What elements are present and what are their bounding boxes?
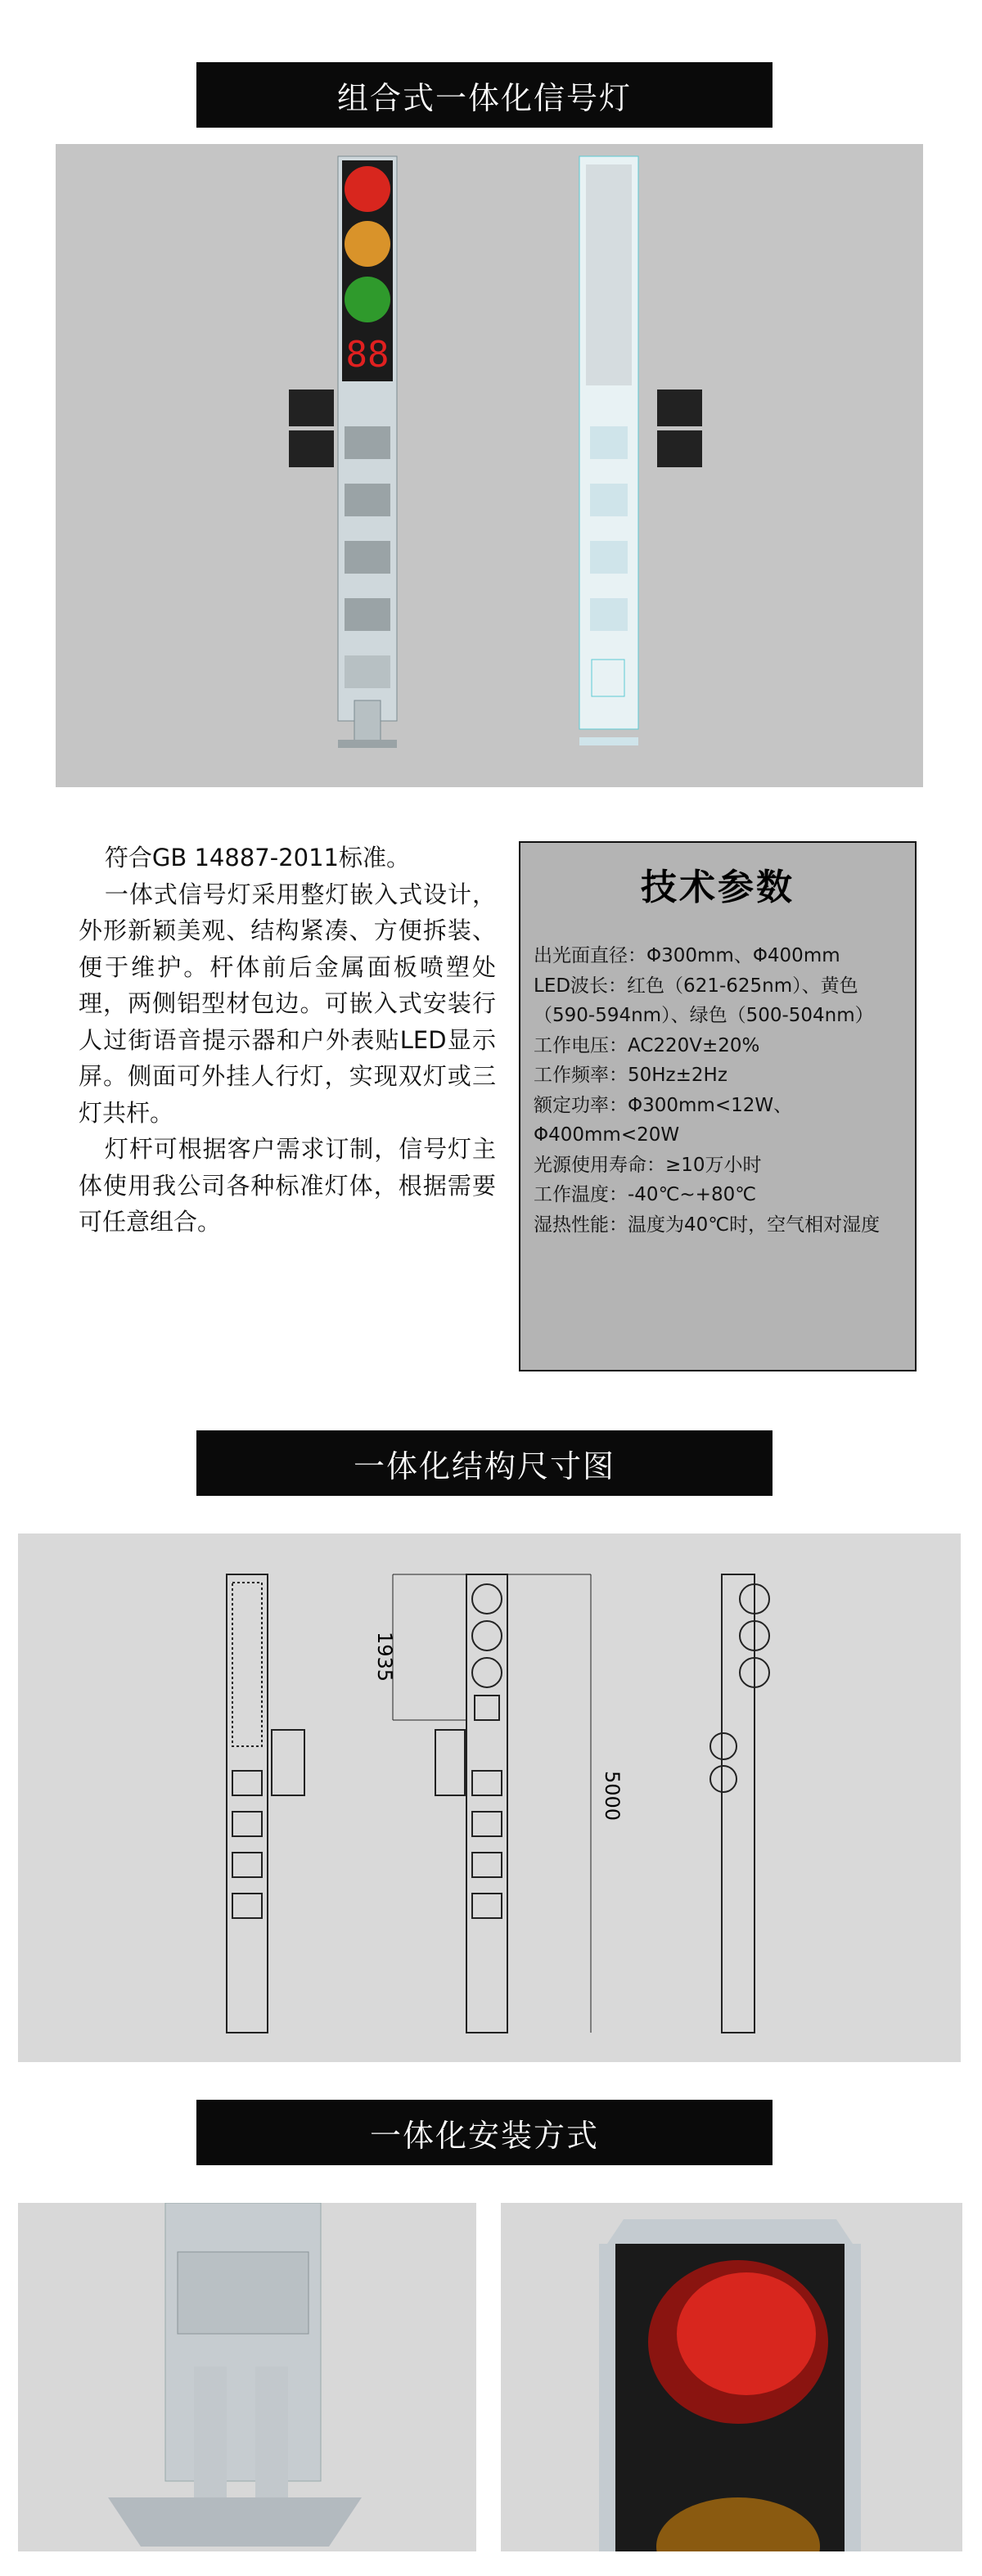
pole-base-illustration	[18, 2203, 476, 2551]
countdown-display: 88	[345, 334, 390, 376]
spec-row: 额定功率：Φ300mm<12W、Φ400mm<20W	[534, 1094, 793, 1146]
spec-row: 湿热性能：温度为40℃时，空气相对湿度	[534, 1214, 881, 1236]
description-paragraph: 灯杆可根据客户需求订制，信号灯主体使用我公司各种标准灯体，根据需要可任意组合。	[79, 1135, 496, 1236]
signal-pole-render	[56, 144, 923, 787]
section-title-combined-signal: 组合式一体化信号灯	[196, 62, 773, 128]
specs-title: 技术参数	[641, 867, 795, 908]
green-lamp	[345, 277, 390, 322]
product-description	[79, 840, 496, 1241]
lamp-head-illustration	[501, 2203, 962, 2551]
product-render-panel	[56, 144, 923, 787]
section-title-installation: 一体化安装方式	[196, 2100, 773, 2165]
dimension-drawing	[18, 1533, 961, 2062]
spec-row: 光源使用寿命：≥10万小时	[534, 1154, 762, 1176]
dimension-label-upper: 1935	[373, 1632, 396, 1682]
description-paragraph: 符合GB 14887-2011标准。	[104, 844, 410, 871]
section-title-dimensions: 一体化结构尺寸图	[196, 1430, 773, 1496]
description-paragraph: 一体式信号灯采用整灯嵌入式设计，外形新颖美观、结构紧凑、方便拆装、便于维护。杆体前后金属面板喷塑处理，两侧铝型材包边。可嵌入式安装行人过街语音提示器和户外表贴LED显示屏。侧面可外挂人行灯，实现双灯或三灯共杆。	[79, 880, 496, 1127]
spec-row: LED波长：红色（621-625nm）、黄色（590-594nm）、绿色（500-504nm）	[534, 975, 874, 1026]
spec-row: 工作电压：AC220V±20%	[534, 1034, 760, 1056]
dimension-label-total: 5000	[601, 1771, 624, 1822]
yellow-lamp	[345, 221, 390, 267]
spec-row: 工作频率：50Hz±2Hz	[534, 1065, 727, 1086]
tech-specs-box	[519, 841, 917, 1371]
spec-row: 出光面直径：Φ300mm、Φ400mm	[534, 945, 840, 966]
dimension-drawing-panel	[18, 1533, 961, 2062]
red-lamp	[345, 166, 390, 212]
spec-row: 工作温度：-40℃~+80℃	[534, 1184, 757, 1205]
installation-base-photo	[18, 2203, 476, 2551]
installation-lamp-photo	[501, 2203, 962, 2551]
